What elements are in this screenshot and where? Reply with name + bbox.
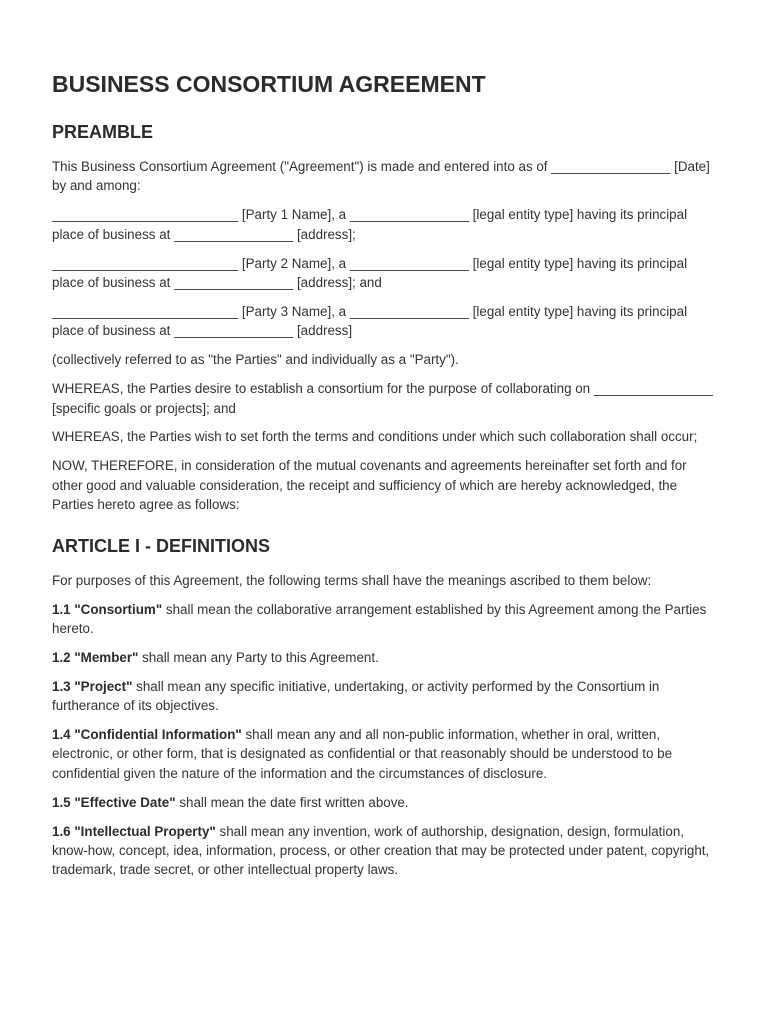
definition-member <box>52 648 718 667</box>
party-1-paragraph: _________________________ [Party 1 Name], a ________________ [legal entity type] having its principal place of business at ________________ [address]; <box>52 207 688 242</box>
definition-term: 1.6 "Intellectual Property" <box>52 823 216 839</box>
definition-text: shall mean any and all non-public information, whether in oral, written, electronic, or other form, that is designated as confidential or that reasonably should be understood to be confidential given the nature of the information and the circumstances of disclosure. <box>52 727 673 781</box>
definition-term: 1.2 "Member" <box>52 649 139 665</box>
collective-reference-paragraph: (collectively referred to as "the Parties" and individually as a "Party"). <box>52 352 459 368</box>
party-2-paragraph: _________________________ [Party 2 Name], a ________________ [legal entity type] having its principal place of business at ________________ [address]; and <box>52 255 688 291</box>
definition-term: 1.5 "Effective Date" <box>52 794 176 810</box>
definition-project <box>52 677 718 716</box>
definition-term: 1.1 "Consortium" <box>52 601 163 617</box>
definitions-intro: For purposes of this Agreement, the following terms shall have the meanings ascribed to them below: <box>52 572 652 588</box>
article-1-heading: ARTICLE I - DEFINITIONS <box>52 535 270 556</box>
preamble-heading: PREAMBLE <box>52 122 154 142</box>
definition-text: shall mean the collaborative arrangement established by this Agreement among the Parties hereto. <box>52 601 707 636</box>
definition-effective-date <box>52 793 718 812</box>
definition-text: shall mean the date first written above. <box>175 794 409 810</box>
definition-text: shall mean any invention, work of authorship, designation, design, formulation, know-how, concept, idea, information, process, or other creation that may be protected under patent, copyright, trademark, trade secret, or other intellectual property laws. <box>52 823 710 878</box>
now-therefore-paragraph: NOW, THEREFORE, in consideration of the mutual covenants and agreements hereinafter set forth and for other good and valuable consideration, the receipt and sufficiency of which are hereby acknowledged, the Parties hereto agree as follows: <box>52 458 687 513</box>
document-title: BUSINESS CONSORTIUM AGREEMENT <box>52 71 486 97</box>
party-3-paragraph: _________________________ [Party 3 Name], a ________________ [legal entity type] having its principal place of business at ________________ [address] <box>52 303 688 339</box>
definition-confidential-information <box>52 725 718 783</box>
definition-term: 1.4 "Confidential Information" <box>52 727 242 743</box>
whereas-paragraph-2: WHEREAS, the Parties wish to set forth the terms and conditions under which such collaboration shall occur; <box>52 429 698 445</box>
definition-text: shall mean any Party to this Agreement. <box>138 649 379 665</box>
preamble-paragraph: This Business Consortium Agreement ("Agreement") is made and entered into as of ________________ [Date] by and among: <box>52 159 710 194</box>
definition-term: 1.3 "Project" <box>52 678 133 694</box>
definition-text: shall mean any specific initiative, undertaking, or activity performed by the Consortium in furtherance of its objectives. <box>52 678 660 714</box>
definition-consortium <box>52 600 718 639</box>
whereas-paragraph-1: WHEREAS, the Parties desire to establish a consortium for the purpose of collaborating on ________________ [specific goals or projects]; and <box>52 381 714 416</box>
definition-intellectual-property <box>52 822 718 880</box>
